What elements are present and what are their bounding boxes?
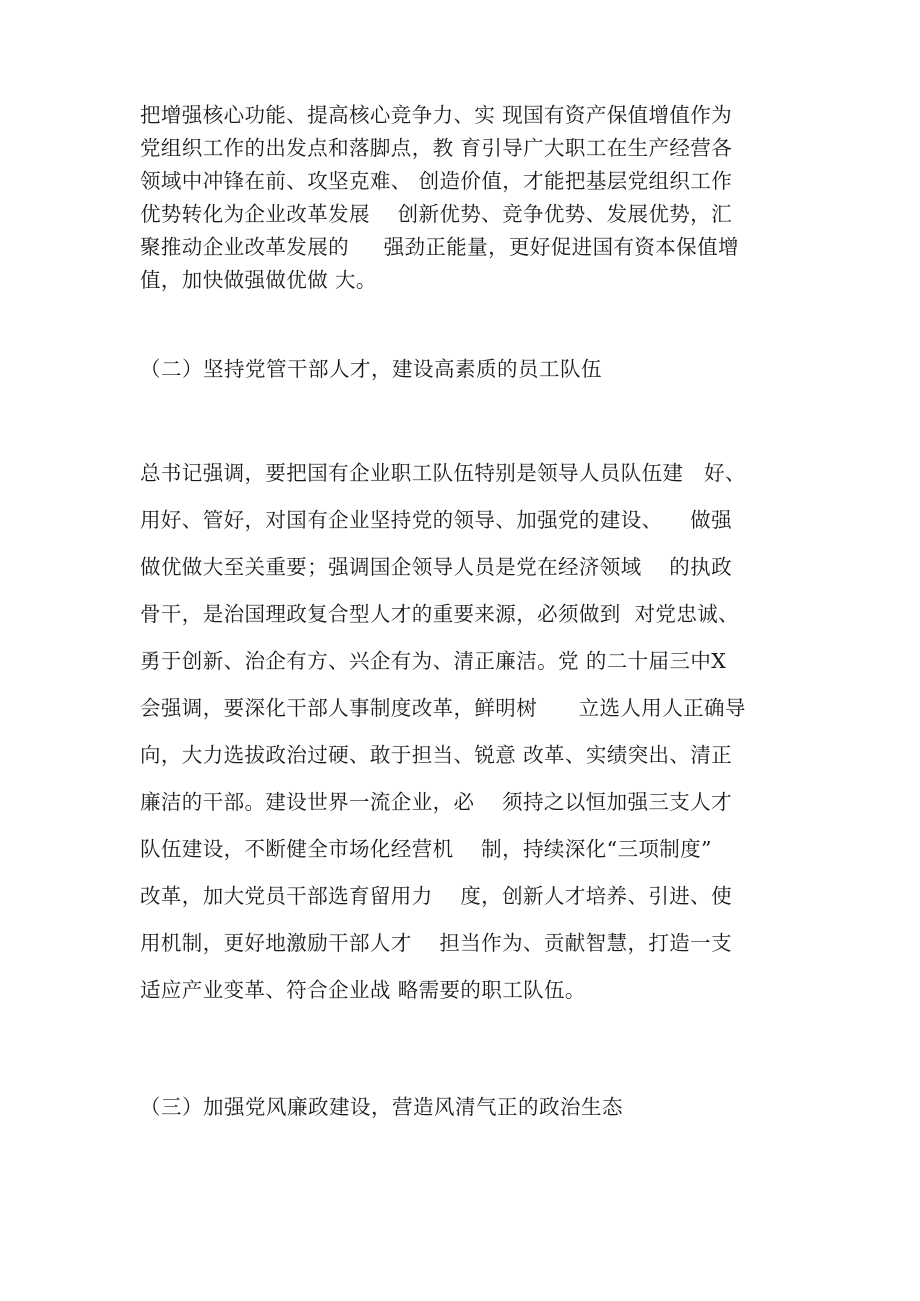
paragraph-line: 党组织工作的出发点和落脚点，教 育引导广大职工在生产经营各 bbox=[140, 136, 733, 160]
paragraph-line: 把增强核心功能、提高核心竞争力、实 现国有资产保值增值作为 bbox=[140, 103, 733, 127]
paragraph-line: 聚推动企业改革发展的 强劲正能量，更好促进国有资本保值增 bbox=[140, 235, 739, 259]
paragraph-line: 值，加快做强做优做 大。 bbox=[140, 268, 377, 292]
paragraph-line: 优势转化为企业改革发展 创新优势、竞争优势、发展优势，汇 bbox=[140, 202, 732, 226]
paragraph-line: 勇于创新、治企有方、兴企有为、清正廉洁。党 的二十届三中X bbox=[140, 649, 727, 673]
section-heading-3: （三）加强党风廉政建设，营造风清气正的政治生态 bbox=[140, 1095, 623, 1119]
paragraph-line: 会强调，要深化干部人事制度改革，鲜明树 立选人用人正确导 bbox=[140, 696, 746, 720]
paragraph-line: 队伍建设，不断健全市场化经营机 制，持续深化“三项制度” bbox=[140, 837, 712, 861]
paragraph-line: 向，大力选拔政治过硬、敢于担当、锐意 改革、实绩突出、清正 bbox=[140, 743, 733, 767]
paragraph-line: 廉洁的干部。建设世界一流企业，必 须持之以恒加强三支人才 bbox=[140, 790, 732, 814]
paragraph-line: 领域中冲锋在前、攻坚克难、 创造价值，才能把基层党组织工作 bbox=[140, 169, 733, 193]
section-heading-2: （二）坚持党管干部人才，建设高素质的员工队伍 bbox=[140, 357, 602, 381]
paragraph-line: 适应产业变革、符合企业战 略需要的职工队伍。 bbox=[140, 978, 586, 1002]
paragraph-line: 用好、管好，对国有企业坚持党的领导、加强党的建设、 做强 bbox=[140, 508, 732, 532]
paragraph-line: 总书记强调，要把国有企业职工队伍特别是领导人员队伍建 好、 bbox=[140, 461, 746, 485]
paragraph-line: 骨干，是治国理政复合型人才的重要来源，必须做到 对党忠诚、 bbox=[140, 602, 740, 626]
paragraph-line: 用机制，更好地激励干部人才 担当作为、贡献智慧，打造一支 bbox=[140, 931, 732, 955]
paragraph-line: 做优做大至关重要；强调国企领导人员是党在经济领域 的执政 bbox=[140, 555, 732, 579]
paragraph-line: 改革，加大党员干部选育留用力 度，创新人才培养、引进、使 bbox=[140, 884, 732, 908]
